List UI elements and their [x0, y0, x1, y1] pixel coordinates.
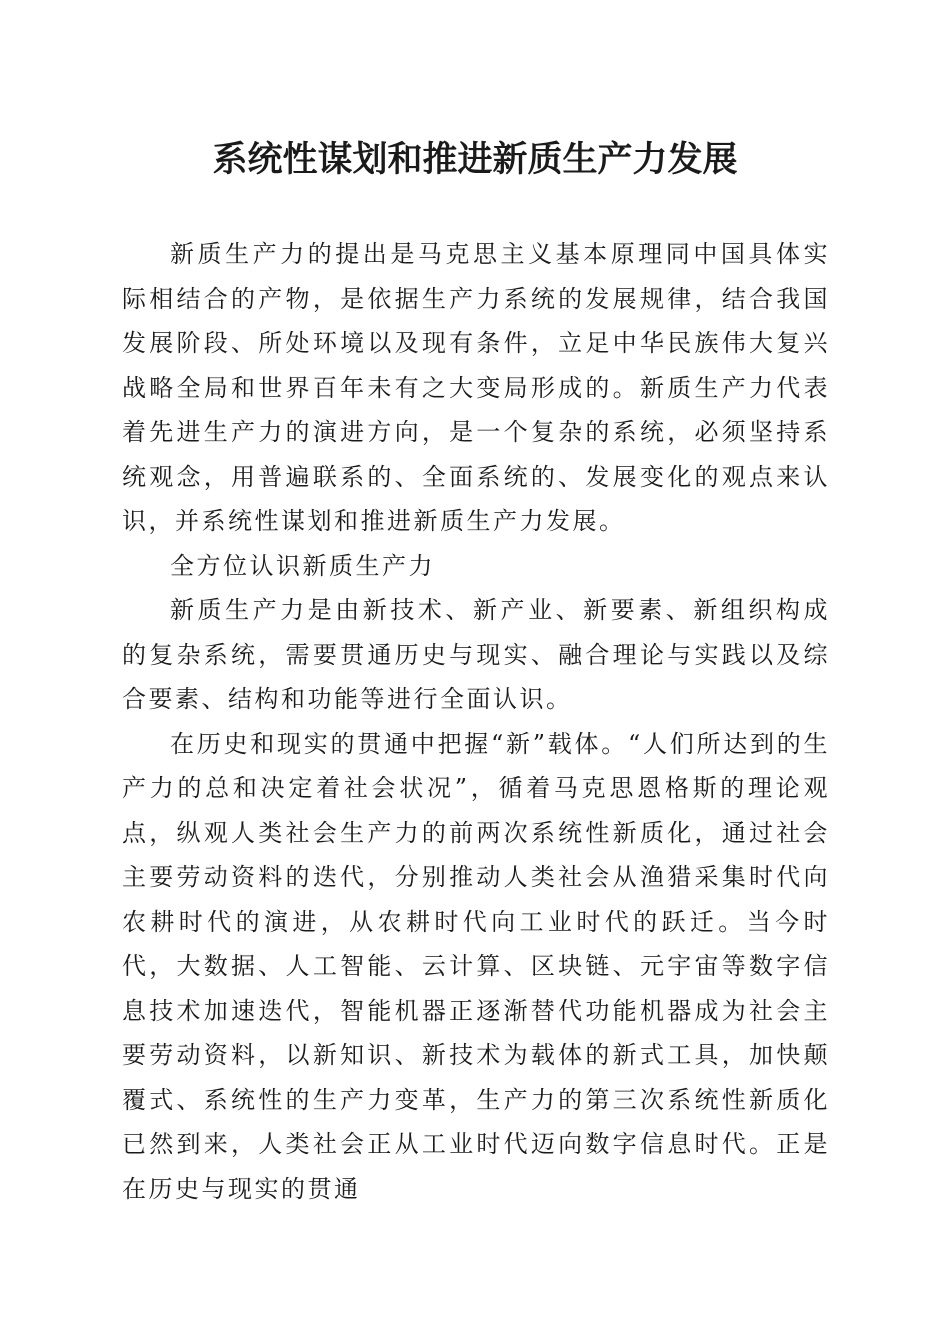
paragraph-intro: 新质生产力的提出是马克思主义基本原理同中国具体实际相结合的产物，是依据生产力系统的发展规律，结合我国发展阶段、所处环境以及现有条件，立足中华民族伟大复兴战略全局和世界百年未有之大变局形成的。新质生产力代表着先进生产力的演进方向，是一个复杂的系统，必须坚持系统观念，用普遍联系的、全面系统的、发展变化的观点来认识，并系统性谋划和推进新质生产力发展。	[122, 240, 830, 535]
document-body	[122, 232, 830, 1211]
document-title: 系统性谋划和推进新质生产力发展	[212, 139, 738, 180]
section-heading: 全方位认识新质生产力	[170, 551, 435, 580]
paragraph-overview: 新质生产力是由新技术、新产业、新要素、新组织构成的复杂系统，需要贯通历史与现实、融合理论与实践以及综合要素、结构和功能等进行全面认识。	[122, 596, 830, 713]
paragraph-history: 在历史和现实的贯通中把握“新”载体。“人们所达到的生产力的总和决定着社会状况”，循着马克思恩格斯的理论观点，纵观人类社会生产力的前两次系统性新质化，通过社会主要劳动资料的迭代，分别推动人类社会从渔猎采集时代向农耕时代的演进，从农耕时代向工业时代的跃迁。当今时代，大数据、人工智能、云计算、区块链、元宇宙等数字信息技术加速迭代，智能机器正逐渐替代功能机器成为社会主要劳动资料，以新知识、新技术为载体的新式工具，加快颠覆式、系统性的生产力变革，生产力的第三次系统性新质化已然到来，人类社会正从工业时代迈向数字信息时代。正是在历史与现实的贯通	[122, 729, 830, 1203]
